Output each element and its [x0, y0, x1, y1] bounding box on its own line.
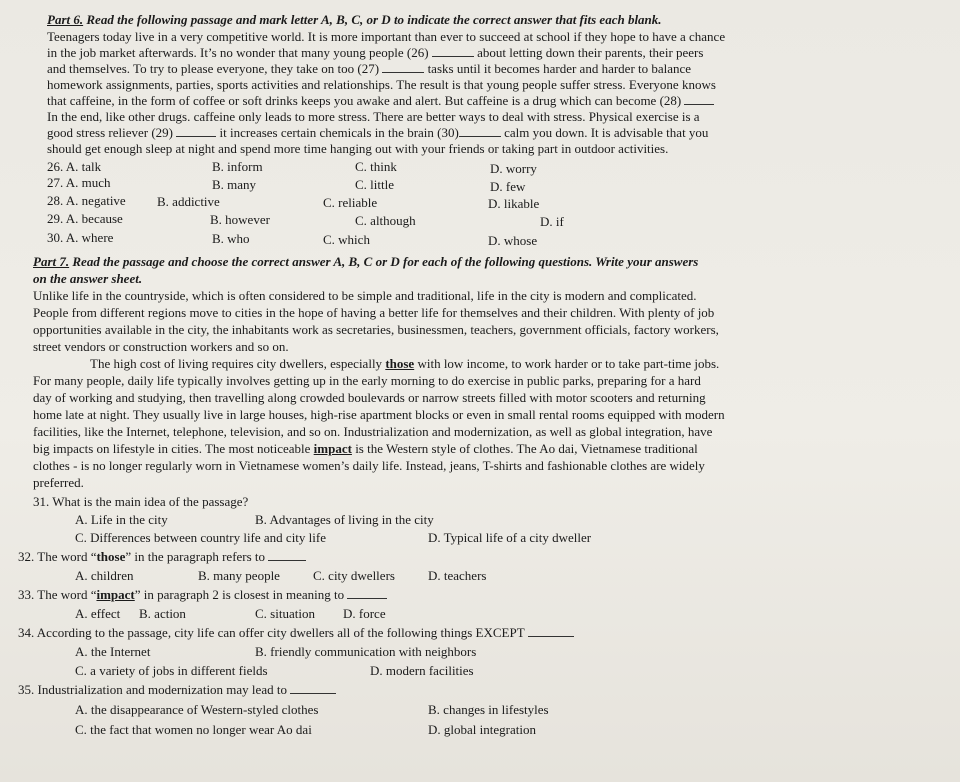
q31-stem: 31. What is the main idea of the passage?: [33, 494, 249, 509]
underlined-word-impact: impact: [313, 441, 352, 456]
q26-option-b[interactable]: B. inform: [212, 159, 263, 174]
q32-option-b[interactable]: B. many people: [198, 568, 280, 583]
blank-32[interactable]: [268, 549, 306, 561]
part6-passage-line: [47, 45, 703, 60]
q29-option-a[interactable]: 29. A. because: [47, 211, 123, 226]
q32-option-a[interactable]: A. children: [75, 568, 134, 583]
q34-option-a[interactable]: A. the Internet: [75, 644, 151, 659]
blank-28[interactable]: [684, 93, 714, 105]
q29-option-c[interactable]: C. although: [355, 213, 416, 228]
part7-passage-line: facilities, like the Internet, telephone, television, and so on. Industrialization and modernization, as well as global integration, have: [33, 424, 713, 439]
part6-passage-line: [47, 61, 691, 76]
part6-instruction: Read the following passage and mark letter A, B, C, or D to indicate the correct answer that fits each blank.: [86, 12, 662, 27]
q35-option-b[interactable]: B. changes in lifestyles: [428, 702, 549, 717]
blank-34[interactable]: [528, 625, 574, 637]
part6-passage-line: [47, 77, 716, 92]
blank-35[interactable]: [290, 682, 336, 694]
passage-text: The high cost of living requires city dwellers, especially: [90, 356, 386, 371]
passage-text: big impacts on lifestyle in cities. The most noticeable: [33, 441, 314, 456]
part7-passage-line: [33, 441, 698, 456]
part7-passage-line: Unlike life in the countryside, which is often considered to be simple and traditional, life in the city is modern and complicated.: [33, 288, 697, 303]
part6-passage-line: [47, 93, 714, 108]
passage-text: and themselves. To try to please everyone, they take on too (27): [47, 61, 383, 76]
q30-option-d[interactable]: D. whose: [488, 233, 538, 248]
q35-option-d[interactable]: D. global integration: [428, 722, 536, 737]
passage-text: in the job market afterwards. It’s no wonder that many young people (26): [47, 45, 432, 60]
q31-option-c[interactable]: C. Differences between country life and city life: [75, 530, 326, 545]
stem-text: 32. The word “: [18, 549, 97, 564]
stem-text: ” in paragraph 2 is closest in meaning to: [134, 587, 348, 602]
part7-passage-line: People from different regions move to cities in the hope of having a better life for themselves and their children. With plenty of job: [33, 305, 715, 320]
q30-option-b[interactable]: B. who: [212, 231, 250, 246]
q28-option-a[interactable]: 28. A. negative: [47, 193, 126, 208]
q34-stem: [18, 625, 574, 640]
q29-option-b[interactable]: B. however: [210, 212, 270, 227]
q30-option-c[interactable]: C. which: [323, 232, 370, 247]
q35-stem: [18, 682, 336, 697]
q33-option-b[interactable]: B. action: [139, 606, 186, 621]
part7-passage-line: For many people, daily life typically involves getting up in the early morning to do exercise in public parks, preparing for a hard: [33, 373, 701, 388]
q28-option-c[interactable]: C. reliable: [323, 195, 378, 210]
part7-passage-line: street vendors or construction workers and so on.: [33, 339, 289, 354]
q33-option-c[interactable]: C. situation: [255, 606, 315, 621]
q27-option-a[interactable]: 27. A. much: [47, 175, 111, 190]
passage-text: tasks until it becomes harder and harder to balance: [424, 61, 692, 76]
q28-option-b[interactable]: B. addictive: [157, 194, 220, 209]
part7-passage-line: preferred.: [33, 475, 84, 490]
q27-option-c[interactable]: C. little: [355, 177, 394, 192]
passage-text: Teenagers today live in a very competitive world. It is more important than ever to succeed at school if they hope to have a chance: [47, 29, 726, 44]
part7-passage-line: home late at night. They usually live in large houses, high-rise apartment blocks or even in small rental rooms equipped with modern: [33, 407, 725, 422]
q34-option-b[interactable]: B. friendly communication with neighbors: [255, 644, 477, 659]
q27-option-d[interactable]: D. few: [490, 179, 526, 194]
part7-tag: Part 7.: [33, 254, 70, 269]
part6-passage-line: [47, 125, 708, 140]
q33-option-a[interactable]: A. effect: [75, 606, 121, 621]
part7-heading: [33, 254, 698, 269]
passage-text: In the end, like other drugs. caffeine only leads to more stress. There are better ways to deal with stress. Physical exercise is a: [47, 109, 700, 124]
underlined-word-those: those: [385, 356, 415, 371]
q34-option-c[interactable]: C. a variety of jobs in different fields: [75, 663, 268, 678]
blank-29[interactable]: [176, 125, 216, 137]
q35-option-c[interactable]: C. the fact that women no longer wear Ao dai: [75, 722, 312, 737]
part7-passage-line: [90, 356, 719, 371]
part6-tag: Part 6.: [47, 12, 84, 27]
passage-text: that caffeine, in the form of coffee or soft drinks keeps you awake and alert. But caffeine is a drug which can become (28): [47, 93, 685, 108]
quoted-word: impact: [96, 587, 135, 602]
blank-30[interactable]: [459, 125, 501, 137]
q32-option-c[interactable]: C. city dwellers: [313, 568, 395, 583]
stem-text: 34. According to the passage, city life can offer city dwellers all of the following things EXCEPT: [18, 625, 528, 640]
q26-option-d[interactable]: D. worry: [490, 161, 537, 176]
part6-passage-line: [47, 29, 725, 44]
q33-option-d[interactable]: D. force: [343, 606, 386, 621]
q27-option-b[interactable]: B. many: [212, 177, 257, 192]
passage-text: good stress reliever (29): [47, 125, 177, 140]
q35-option-a[interactable]: A. the disappearance of Western-styled clothes: [75, 702, 319, 717]
part6-passage-line: [47, 109, 700, 124]
q34-option-d[interactable]: D. modern facilities: [370, 663, 474, 678]
q28-option-d[interactable]: D. likable: [488, 196, 540, 211]
q31-option-d[interactable]: D. Typical life of a city dweller: [428, 530, 592, 545]
blank-27[interactable]: [382, 61, 424, 73]
q31-option-b[interactable]: B. Advantages of living in the city: [255, 512, 434, 527]
passage-text: homework assignments, parties, sports activities and relationships. The result is that young people suffer stress. Everyone knows: [47, 77, 716, 92]
part7-passage-line: day of working and studying, then travelling along crowded boulevards or narrow streets filled with motor scooters and returning: [33, 390, 706, 405]
q26-option-c[interactable]: C. think: [355, 159, 397, 174]
q30-option-a[interactable]: 30. A. where: [47, 230, 114, 245]
passage-text: calm you down. It is advisable that you: [500, 125, 709, 140]
stem-text: 35. Industrialization and modernization may lead to: [18, 682, 291, 697]
passage-text: is the Western style of clothes. The Ao dai, Vietnamese traditional: [351, 441, 698, 456]
q32-stem: [18, 549, 306, 564]
passage-text: should get enough sleep at night and spend more time hanging out with your friends or taking part in outdoor activities.: [47, 141, 669, 156]
part7-instruction-cont: on the answer sheet.: [33, 271, 143, 286]
passage-text: about letting down their parents, their peers: [473, 45, 704, 60]
part6-passage-line: [47, 141, 668, 156]
q31-option-a[interactable]: A. Life in the city: [75, 512, 168, 527]
blank-26[interactable]: [432, 45, 474, 57]
part7-instruction: Read the passage and choose the correct answer A, B, C or D for each of the following questions. Write your answers: [72, 254, 699, 269]
passage-text: with low income, to work harder or to take part-time jobs.: [414, 356, 720, 371]
passage-text: it increases certain chemicals in the brain (30): [216, 125, 459, 140]
part6-heading: [47, 12, 662, 27]
q33-stem: [18, 587, 387, 602]
part7-passage-line: opportunities available in the city, the inhabitants work as secretaries, businessmen, teachers, government officials, factory workers,: [33, 322, 719, 337]
quoted-word: those: [96, 549, 126, 564]
blank-33[interactable]: [347, 587, 387, 599]
q29-option-d[interactable]: D. if: [540, 214, 564, 229]
q32-option-d[interactable]: D. teachers: [428, 568, 487, 583]
stem-text: 33. The word “: [18, 587, 97, 602]
part7-passage-line: clothes - is no longer regularly worn in Vietnamese women’s daily life. Instead, jeans, T-shirts and fashionable clothes are widely: [33, 458, 705, 473]
q26-option-a[interactable]: 26. A. talk: [47, 159, 102, 174]
stem-text: ” in the paragraph refers to: [125, 549, 269, 564]
